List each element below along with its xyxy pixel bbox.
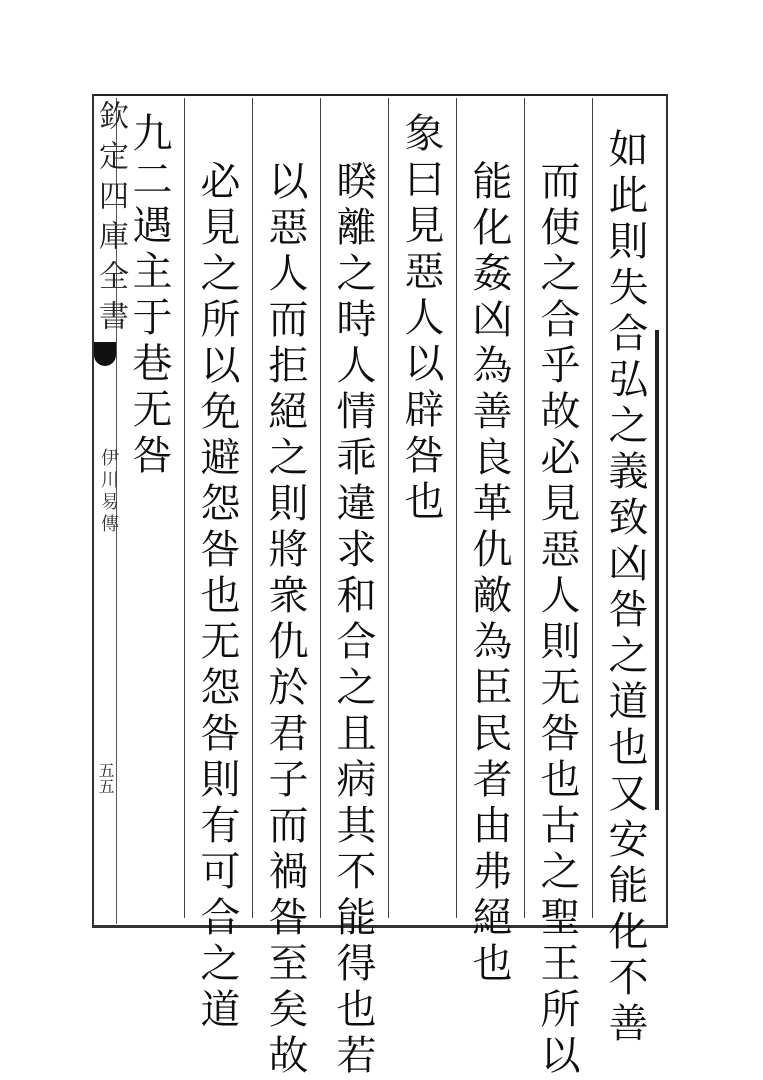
frame-inner-rule — [655, 330, 659, 810]
banxin-page-number: 五五 — [96, 762, 115, 794]
fish-tail-mark — [94, 342, 116, 366]
frame-top-rule — [92, 94, 668, 96]
text-column-8: 九二遇主于巷无咎 — [126, 112, 172, 480]
frame-right-rule — [666, 94, 668, 928]
column-divider — [524, 98, 525, 918]
column-divider — [320, 98, 321, 918]
column-divider — [184, 98, 185, 918]
frame-bottom-rule — [92, 925, 668, 928]
text-column-7: 必見之所以免避怨咎也无怨咎則有可合之道 — [194, 160, 240, 1034]
banxin-book-title: 伊川易傳 — [98, 448, 119, 536]
column-divider — [456, 98, 457, 918]
banxin-title: 欽定四庫全書 — [93, 100, 128, 340]
text-column-6: 以惡人而拒絕之則將衆仇於君子而禍咎至矣故 — [262, 160, 308, 1080]
text-column-2: 而使之合乎故必見惡人則无咎也古之聖王所以 — [534, 160, 580, 1080]
column-divider — [388, 98, 389, 918]
text-column-5: 睽離之時人情乖違求和合之且病其不能得也若 — [330, 160, 376, 1080]
column-divider — [252, 98, 253, 918]
text-column-3: 能化姦凶為善良革仇敵為臣民者由弗絕也 — [466, 160, 512, 988]
text-column-4: 象曰見惡人以辟咎也 — [398, 112, 444, 526]
column-divider — [592, 98, 593, 918]
text-column-1: 如此則失合弘之義致凶咎之道也又安能化不善 — [602, 128, 648, 1048]
